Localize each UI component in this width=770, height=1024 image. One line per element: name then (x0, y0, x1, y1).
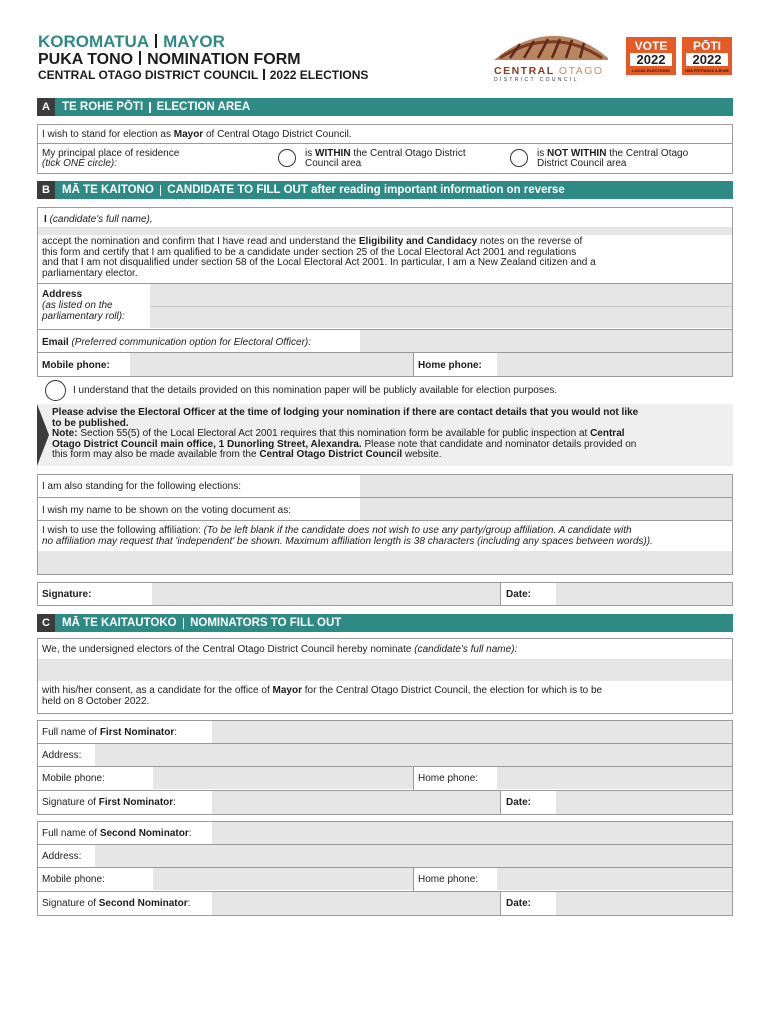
section-c-letter: C (37, 614, 55, 632)
first-nominator-home-label: Home phone: (418, 773, 479, 784)
first-nominator-mobile-field[interactable] (153, 767, 413, 789)
first-nominator-date-field[interactable] (556, 791, 732, 814)
form-subtitle (38, 51, 301, 68)
address-hint-1: (as listed on the (42, 300, 113, 311)
signature-field[interactable] (152, 583, 500, 605)
also-standing-label: I am also standing for the following elections: (42, 481, 241, 492)
residence-label: My principal place of residence (42, 148, 180, 159)
first-nominator-name-field[interactable] (212, 721, 732, 743)
section-c-title-english: NOMINATORS TO FILL OUT (190, 617, 342, 629)
address-hint-2: parliamentary roll): (42, 311, 125, 322)
also-standing-field[interactable] (360, 475, 732, 497)
second-nominator-name-field[interactable] (212, 822, 732, 844)
not-within-area-label-2: District Council area (537, 158, 627, 169)
section-a-letter: A (37, 98, 55, 116)
vote-2022-badge (626, 37, 676, 75)
logo-district: D I S T R I C T C O U N C I L (494, 77, 577, 83)
logo-name-a: CENTRAL (494, 65, 555, 77)
note-arrow-icon (37, 404, 49, 466)
section-a-title-maori: TE ROHE PŌTI (62, 101, 144, 113)
date-field[interactable] (556, 583, 732, 605)
second-nominator-address-field[interactable] (95, 845, 732, 867)
first-nominator-signature-field[interactable] (212, 791, 500, 814)
second-nominator-date-field[interactable] (556, 892, 732, 915)
residence-hint: (tick ONE circle): (42, 158, 117, 169)
first-nominator-signature-label: Signature of First Nominator: (42, 797, 176, 808)
second-nominator-signature-label: Signature of Second Nominator: (42, 898, 191, 909)
subtitle-maori: PUKA TONO (38, 51, 134, 68)
candidate-name-field[interactable] (38, 227, 732, 235)
poti-tag: NGĀ PŌTITANGA Ā-ROHE (685, 69, 729, 73)
second-nominator-address-label: Address: (42, 851, 82, 862)
mobile-label: Mobile phone: (42, 360, 110, 371)
second-nominator-mobile-label: Mobile phone: (42, 874, 105, 885)
council-name: CENTRAL OTAGO DISTRICT COUNCIL (38, 68, 259, 82)
vote-word: VOTE (634, 39, 668, 53)
within-area-label-2: Council area (305, 158, 362, 169)
nominee-name-field[interactable] (38, 659, 732, 681)
second-nominator-home-field[interactable] (497, 868, 732, 890)
date-label: Date: (506, 589, 532, 600)
public-consent-checkbox[interactable] (45, 380, 66, 401)
first-nominator-home-field[interactable] (497, 767, 732, 789)
candidate-name-label: I (candidate's full name), (44, 214, 153, 225)
section-a-title-english: ELECTION AREA (156, 101, 251, 113)
email-label: Email (Preferred communication option for Electoral Officer): (42, 337, 312, 348)
subtitle-english: NOMINATION FORM (147, 51, 301, 68)
voting-name-label: I wish my name to be shown on the voting document as: (42, 505, 292, 516)
poti-2022-badge (682, 37, 732, 75)
vote-year: 2022 (630, 53, 672, 66)
section-c-header (37, 614, 733, 632)
council-logo (490, 30, 615, 85)
section-c-title-maori: MĀ TE KAITAUTOKO (62, 617, 177, 629)
first-nominator-name-label: Full name of First Nominator: (42, 727, 178, 738)
within-area-radio[interactable] (278, 149, 296, 167)
section-a-header (37, 98, 733, 116)
section-b-title-maori: MĀ TE KAITONO (62, 184, 154, 196)
first-nominator-address-field[interactable] (95, 744, 732, 766)
electors-statement: We, the undersigned electors of the Central Otago District Council hereby nominate (candidate's full name): (42, 644, 518, 655)
first-nominator-mobile-label: Mobile phone: (42, 773, 105, 784)
public-consent-label: I understand that the details provided on this nomination paper will be publicly available for election purposes. (73, 385, 558, 396)
second-nominator-signature-field[interactable] (212, 892, 500, 915)
poti-word: PŌTI (692, 39, 721, 53)
address-label: Address (42, 289, 83, 300)
form-title (38, 33, 225, 51)
section-b-header (37, 181, 733, 199)
vote-tag: LOCAL ELECTIONS (632, 68, 670, 73)
mountain-logo-icon (490, 30, 615, 66)
title-maori: KOROMATUA (38, 32, 150, 51)
second-nominator-date-label: Date: (506, 898, 532, 909)
not-within-area-radio[interactable] (510, 149, 528, 167)
elections-year: 2022 ELECTIONS (269, 68, 369, 82)
voting-name-field[interactable] (360, 498, 732, 520)
election-intro: I wish to stand for election as Mayor of Central Otago District Council. (42, 129, 352, 140)
poti-year: 2022 (686, 53, 728, 66)
mobile-field[interactable] (130, 353, 413, 376)
section-b-letter: B (37, 181, 55, 199)
title-english: MAYOR (163, 32, 225, 51)
accept-statement: accept the nomination and confirm that I have read and understand the Eligibility and Candidacy notes on the reverse of this form and certify that I am qualified to be a candidate under section 25 of the Local Electoral Act 2001 and regulations and that I am not disqualified under section 58 of the Local Electoral Act 2001. In particular, I am a New Zealand citizen and a parliamentary elector. (42, 236, 596, 279)
publication-note-text: Please advise the Electoral Officer at the time of lodging your nomination if there are contact details that you would not like to be published. Note: Section 55(5) of the Local Electoral Act 2001 requires that this nomination form be available for public inspection at Central Otago District Council main office, 1 Dunorling Street, Alexandra. Please note that candidate and nominator details provided on this form may also be made available from the Central Otago District Council website. (52, 407, 639, 460)
section-b-title-english: CANDIDATE TO FILL OUT after reading important information on reverse (167, 184, 565, 196)
affiliation-field[interactable] (38, 551, 732, 574)
not-within-area-label: is NOT WITHIN the Central Otago (537, 148, 689, 159)
consent-statement: with his/her consent, as a candidate for the office of Mayor for the Central Otago District Council, the election for which is to be held on 8 October 2022. (42, 685, 603, 707)
second-nominator-mobile-field[interactable] (153, 868, 413, 890)
second-nominator-name-label: Full name of Second Nominator: (42, 828, 192, 839)
affiliation-label: I wish to use the following affiliation: (To be left blank if the candidate does not wish to use any party/group affiliation. A candidate with no affiliation may request that 'independent' be shown. Maximum affiliation length is 38 characters (including any spaces between words)). (42, 525, 653, 547)
logo-name-b: OTAGO (558, 65, 604, 77)
within-area-label: is WITHIN the Central Otago District (305, 148, 466, 159)
home-field[interactable] (497, 353, 732, 376)
first-nominator-date-label: Date: (506, 797, 532, 808)
first-nominator-address-label: Address: (42, 750, 82, 761)
email-field[interactable] (360, 330, 732, 352)
signature-label: Signature: (42, 589, 92, 600)
council-line (38, 68, 368, 82)
second-nominator-home-label: Home phone: (418, 874, 479, 885)
home-label: Home phone: (418, 360, 482, 371)
